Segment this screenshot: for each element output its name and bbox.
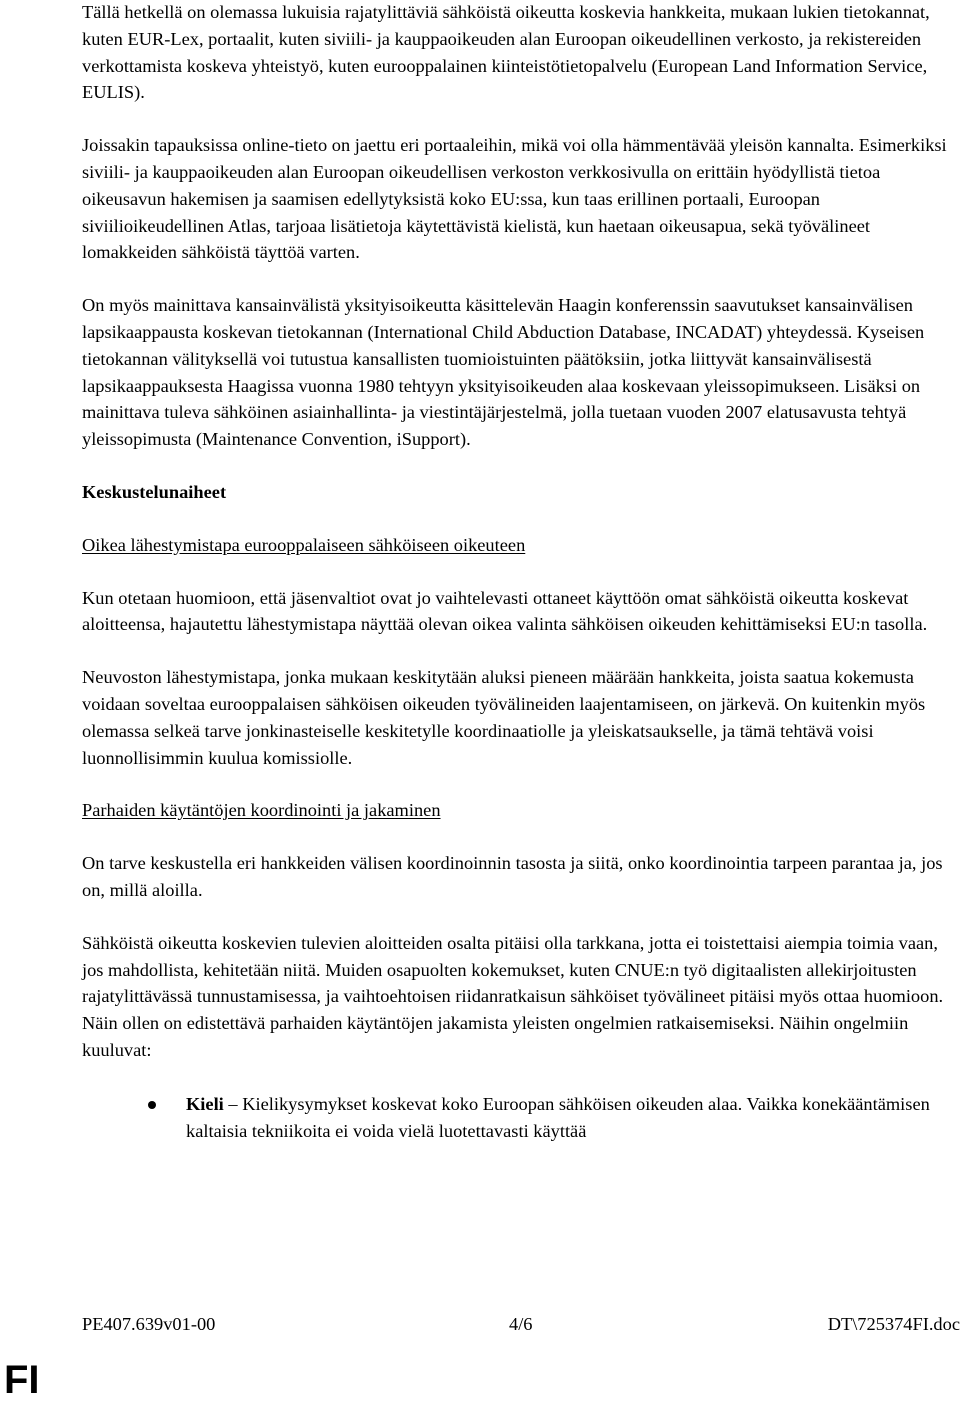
bullet-icon xyxy=(148,1101,156,1109)
document-body xyxy=(82,0,960,1144)
subheading-1: Oikea lähestymistapa eurooppalaiseen sähköiseen oikeuteen xyxy=(82,534,526,555)
page-footer xyxy=(82,1311,960,1337)
footer-doc-ref: PE407.639v01-00 xyxy=(82,1314,216,1334)
paragraph-7: Sähköistä oikeutta koskevien tulevien aloitteiden osalta pitäisi olla tarkkana, jotta ei toistettaisi aiempia toimia vaan, jos mahdollista, kehitetään niitä. Muiden osapuolten kokemukset, kuten CNUE:n työ digitaalisten allekirjoitusten rajatylittävässä tunnustamisessa, ja vaihtoehtoisen riidanratkaisun sähköiset työvälineet pitäisi myös ottaa huomioon. Näin ollen on edistettävä parhaiden käytäntöjen jakamista yleisten ongelmien ratkaisemiseksi. Näihin ongelmiin kuuluvat: xyxy=(82,932,944,1060)
paragraph-3: On myös mainittava kansainvälistä yksityisoikeutta käsittelevän Haagin konferenssin saavutukset kansainvälisen lapsikaappausta koskevan tietokannan (International Child Abduction Database, INCADAT) yhteydessä. Kyseisen tietokannan välityksellä voi tutustua kansallisten tuomioistuinten päätöksiin, jotka liittyvät kansainvälisestä lapsikaappauksesta Haagissa vuonna 1980 tehtyyn yksityisoikeuden alaa koskevaan yleissopimukseen. Lisäksi on mainittava tuleva sähköinen asiainhallinta- ja viestintäjärjestelmä, jolla tuetaan vuoden 2007 elatusavusta tehtyä yleissopimusta (Maintenance Convention, iSupport). xyxy=(82,295,925,450)
footer-page-number: 4/6 xyxy=(509,1314,533,1334)
language-code: FI xyxy=(4,1358,40,1402)
paragraph-5: Neuvoston lähestymistapa, jonka mukaan keskitytään aluksi pieneen määrään hankkeita, joista saatua kokemusta voidaan soveltaa eurooppalaisen sähköisen oikeuden työvälineiden laajentamiseen, on järkevä. On kuitenkin myös olemassa selkeä tarve jonkinasteiselle keskitetylle koordinaatiolle ja yleiskatsaukselle, ja tämä tehtävä voisi luonnollisimmin kuulua komissiolle. xyxy=(82,667,926,768)
paragraph-4: Kun otetaan huomioon, että jäsenvaltiot ovat jo vaihtelevasti ottaneet käyttöön omat sähköistä oikeutta koskevat aloitteensa, hajautettu lähestymistapa näyttää olevan oikea valinta sähköisen oikeuden kehittämiseksi EU:n tasolla. xyxy=(82,587,928,635)
paragraph-6: On tarve keskustella eri hankkeiden välisen koordinoinnin tasosta ja siitä, onko koordinointia tarpeen parantaa ja, jos on, millä aloilla. xyxy=(82,853,943,900)
paragraph-2: Joissakin tapauksissa online-tieto on jaettu eri portaaleihin, mikä voi olla hämmentävää yleisön kannalta. Esimerkiksi siviili- ja kauppaoikeuden alan Euroopan oikeudellisen verkoston verkkosivulla on erittäin hyödyllistä tietoa oikeusavun hakemisen ja saamisen edellytyksistä koko EU:ssa, kun taas erillinen portaali, Euroopan siviilioikeudellinen Atlas, tarjoaa lisätietoja käytettävistä kielistä, kun haetaan oikeusapua, sekä työvälineet lomakkeiden sähköistä täyttöä varten. xyxy=(82,135,947,263)
bullet-term: Kieli xyxy=(186,1093,224,1114)
subheading-2: Parhaiden käytäntöjen koordinointi ja jakaminen xyxy=(82,800,441,821)
footer-file-name: DT\725374FI.doc xyxy=(827,1314,960,1334)
section-heading: Keskustelunaiheet xyxy=(82,481,227,502)
bullet-text: – Kielikysymykset koskevat koko Euroopan sähköisen oikeuden alaa. Vaikka konekääntämisen kaltaisia tekniikoita ei voida vielä luotettavasti käyttää xyxy=(186,1093,930,1141)
bullet-item xyxy=(82,1091,960,1145)
paragraph-1: Tällä hetkellä on olemassa lukuisia rajatylittäviä sähköistä oikeutta koskevia hankkeita, mukaan lukien tietokannat, kuten EUR-Lex, portaalit, kuten siviili- ja kauppaoikeuden alan Euroopan oikeudellinen verkosto, ja rekistereiden verkottamista koskeva yhteistyö, kuten eurooppalainen kiinteistötietopalvelu (European Land Information Service, EULIS). xyxy=(82,2,930,103)
